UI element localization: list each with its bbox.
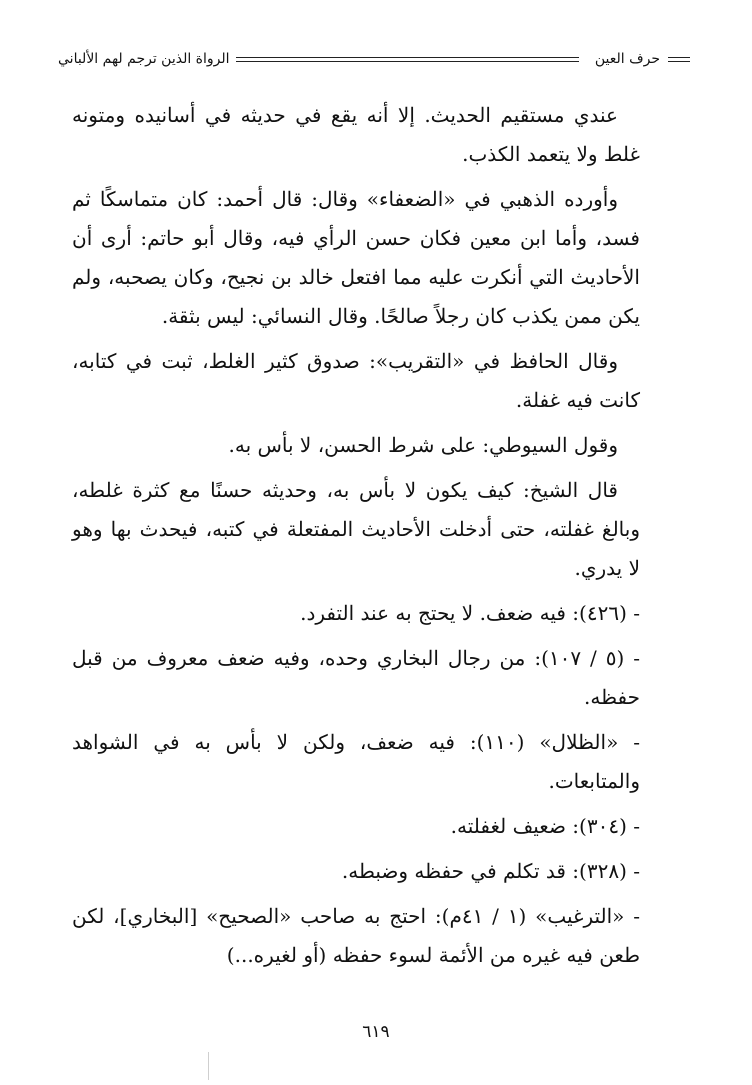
paragraph: وقول السيوطي: على شرط الحسن، لا بأس به. — [228, 433, 618, 457]
page-body — [72, 96, 640, 981]
paragraph: وقال الحافظ في «التقريب»: صدوق كثير الغلط، ثبت في كتابه، كانت فيه غفلة. — [72, 349, 640, 412]
header-topic: الرواة الذين ترجم لهم الألباني — [58, 51, 230, 67]
citation-item: - «الظلال» (١١٠): فيه ضعف، ولكن لا بأس به في الشواهد والمتابعات. — [72, 730, 640, 793]
margin-mark — [208, 1052, 209, 1080]
paragraph: قال الشيخ: كيف يكون لا بأس به، وحديثه حسنًا مع كثرة غلطه، وبالغ غفلته، حتى أدخلت الأحاديث المفتعلة في كتبه، فيحدث بها وهو لا يدري. — [72, 478, 640, 580]
citation-item: - (٥ / ١٠٧): من رجال البخاري وحده، وفيه ضعف معروف من قبل حفظه. — [72, 646, 641, 709]
citation-item: - (٣٢٨): قد تكلم في حفظه وضبطه. — [341, 859, 640, 883]
citation-item: - (٣٠٤): ضعيف لغفلته. — [450, 814, 640, 838]
header-chapter: حرف العين — [594, 51, 660, 67]
paragraph: وأورده الذهبي في «الضعفاء» وقال: قال أحمد: كان متماسكًا ثم فسد، وأما ابن معين فكان حسن الرأي فيه، وقال أبو حاتم: أرى أن الأحاديث التي أنكرت عليه مما افتعل خالد بن نجيح، وكان يصحبه، ولم يكن ممن يكذب كان رجلاً صالحًا. وقال النسائي: ليس بثقة. — [72, 187, 640, 328]
citation-item: - (٤٢٦): فيه ضعف. لا يحتج به عند التفرد. — [300, 601, 640, 625]
paragraph: عندي مستقيم الحديث. إلا أنه يقع في حديثه في أسانيده ومتونه غلط ولا يتعمد الكذب. — [72, 103, 640, 166]
running-header — [58, 44, 690, 74]
page-number: ٦١٩ — [362, 1022, 390, 1042]
header-mark — [668, 57, 690, 62]
citation-item: - «الترغيب» (١ / ٤١م): احتج به صاحب «الصحيح» [البخاري]، لكن طعن فيه غيره من الأئمة لسوء حفظه (أو لغيره...) — [72, 904, 640, 967]
header-rule — [236, 57, 579, 62]
